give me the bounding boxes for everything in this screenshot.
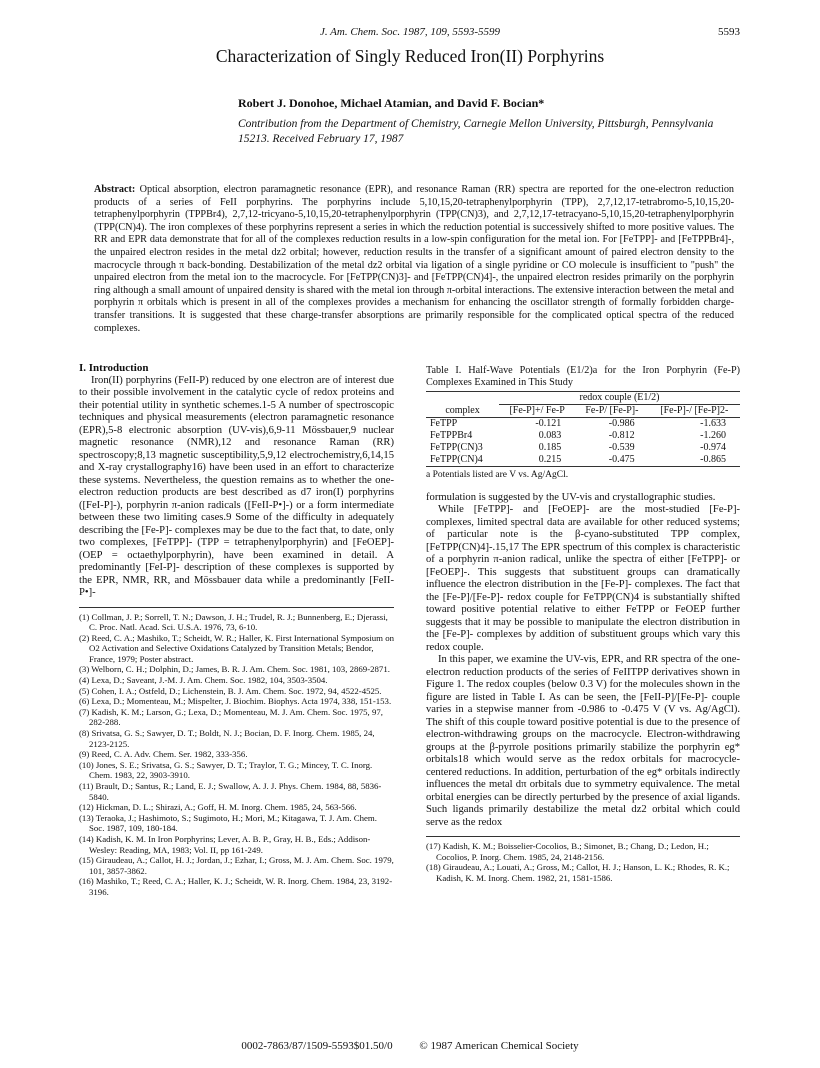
table-cell: FeTPPBr4 [430, 430, 473, 441]
body-paragraph: In this paper, we examine the UV-vis, EPR, and RR spectra of the one-electron reduction products of the series of FeIITPP derivatives shown in Figure 1. The redox couples (below 0.3 V) for the molecules shown in the figure are listed in Table I. As can be seen, the [FeII-P]/[Fe-P]- couple varies in a stepwise manner from -0.986 to -0.475 V (V vs. Ag/AgCl). The shift of this couple toward positive potential is due to the presence of electron-withdrawing groups on the macrocycle. Electron-withdrawing groups at the β-pyrrole positions primarily stabilize the porphyrin eg* orbitals18 which would serve as the redox orbitals for macrocycle-centered reductions. In addition, perturbation of the eg* orbitals indirectly influences the metal dπ orbitals due to symmetry equivalence. The metal orbital energies can be directly perturbed by the presence of axial ligands. Such ligands primarily destabilize the metal dz2 orbital which could serve as the redox [426, 654, 740, 828]
table-cell: 0.185 [538, 442, 562, 453]
footnote-rule [79, 607, 394, 608]
table-cell: -0.121 [535, 418, 562, 429]
section-heading: I. Introduction [79, 362, 149, 374]
left-references [79, 612, 394, 898]
reference: (9) Reed, C. A. Adv. Chem. Ser. 1982, 333-356. [79, 749, 248, 760]
table-footnote: a Potentials listed are V vs. Ag/AgCl. [426, 470, 569, 480]
table-cell: -0.865 [700, 454, 726, 465]
body-paragraph: While [FeTPP]- and [FeOEP]- are the most-studied [Fe-P]- complexes, limited spectral data are available for other reduced systems; of particular note is the β-cyano-substituted TPP complex, [FeTPP(CN)4]-.15,17 The EPR spectrum of this complex is characteristic of a porphyrin π-anion radical, unlike the spectra of either [FeTPP]- or [FeOEP]-. This suggests that substituent groups can dramatically influence the electron distribution in the [Fe-P]- complexes. The fact that the [Fe-P]/[Fe-P]- redox couple for FeTPP(CN)4 is substantially shifted toward positive potential relative to either FeTPP or FeOEP further suggests that it may be possible to manipulate the electron distribution in the [Fe-P]- complexes by addition of substituent groups which vary this redox couple. [426, 504, 740, 653]
table-group-header: redox couple (E1/2) [499, 392, 740, 405]
table-row [426, 442, 740, 454]
abstract [94, 184, 734, 335]
table-caption: Table I. Half-Wave Potentials (E1/2)a for the Iron Porphyrin (Fe-P) Complexes Examined in This Study [426, 365, 740, 388]
table-cell: 0.083 [538, 430, 562, 441]
page-number: 5593 [718, 26, 740, 38]
table-cell: -0.812 [608, 430, 635, 441]
journal-citation: J. Am. Chem. Soc. 1987, 109, 5593-5599 [319, 26, 501, 38]
reference: (17) Kadish, K. M.; Boisselier-Cocolios, B.; Simonet, B.; Chang, D.; Ledon, H.; Cocolios, P. Inorg. Chem. 1985, 24, 2148-2156. [426, 841, 709, 862]
reference: (3) Welborn, C. H.; Dolphin, D.; James, B. R. J. Am. Chem. Soc. 1981, 103, 2869-2871. [79, 664, 390, 675]
right-column [426, 365, 740, 883]
body-paragraph: formulation is suggested by the UV-vis and crystallographic studies. [426, 491, 716, 503]
reference: (15) Giraudeau, A.; Callot, H. J.; Jordan, J.; Ezhar, I.; Gross, M. J. Am. Chem. Soc. 1979, 101, 3857-3862. [79, 855, 394, 876]
table-row [426, 430, 740, 442]
paper-title: Characterization of Singly Reduced Iron(II) Porphyrins [215, 46, 605, 66]
abstract-label: Abstract: [94, 184, 136, 195]
table-cell: -0.974 [700, 442, 726, 453]
reference: (11) Brault, D.; Santus, R.; Land, E. J.; Swallow, A. J. J. Phys. Chem. 1984, 88, 5836-5840. [79, 781, 382, 802]
table-cell: 0.215 [538, 454, 562, 465]
right-references [426, 841, 740, 883]
reference: (16) Mashiko, T.; Reed, C. A.; Haller, K. J.; Scheidt, W. R. Inorg. Chem. 1984, 23, 3192-3196. [79, 876, 393, 897]
table-col-header: [Fe-P]-/ [Fe-P]2- [660, 405, 729, 416]
table-col-header: [Fe-P]+/ Fe-P [509, 405, 565, 416]
reference: (4) Lexa, D.; Saveant, J.-M. J. Am. Chem. Soc. 1982, 104, 3503-3504. [79, 675, 328, 686]
table-cell: -1.260 [700, 430, 726, 441]
table-row [426, 418, 740, 431]
reference: (14) Kadish, K. M. In Iron Porphyrins; Lever, A. B. P., Gray, H. B., Eds.; Addison-Wesley: Reading, MA, 1983; Vol. II, pp 161-249. [79, 833, 371, 855]
table-cell: -0.475 [608, 454, 635, 465]
table-cell: FeTPP(CN)3 [430, 442, 483, 453]
reference: (18) Giraudeau, A.; Louati, A.; Gross, M.; Callot, H. J.; Hanson, L. K.; Rhodes, R. K.; Kadish, K. M. Inorg. Chem. 1982, 21, 1581-1586. [426, 862, 730, 883]
copyright: © 1987 American Chemical Society [419, 1040, 579, 1052]
table-row [426, 454, 740, 467]
reference: (8) Srivatsa, G. S.; Sawyer, D. T.; Boldt, N. J.; Bocian, D. F. Inorg. Chem. 1985, 24, 2123-2125. [79, 728, 375, 749]
affiliation: Contribution from the Department of Chemistry, Carnegie Mellon University, Pittsburgh, Pennsylvania 15213. Received February 17, 1987 [238, 118, 714, 145]
table-col-header: complex [445, 404, 480, 416]
page-footer [80, 1040, 740, 1052]
reference: (12) Hickman, D. L.; Shirazi, A.; Goff, H. M. Inorg. Chem. 1985, 24, 563-566. [79, 802, 357, 813]
table-cell: -0.986 [608, 418, 635, 429]
article-code: 0002-7863/87/1509-5593$01.50/0 [241, 1040, 393, 1052]
reference: (5) Cohen, I. A.; Ostfeld, D.; Lichenstein, B. J. Am. Chem. Soc. 1972, 94, 4522-4525. [79, 685, 382, 696]
potentials-table [426, 391, 740, 467]
reference: (13) Teraoka, J.; Hashimoto, S.; Sugimoto, H.; Mori, M.; Kitagawa, T. J. Am. Chem. Soc. 1987, 109, 180-184. [79, 812, 377, 834]
reference: (2) Reed, C. A.; Mashiko, T.; Scheidt, W. R.; Haller, K. First International Symposium on O2 Activation and Selective Oxidations Catalyzed by Transition Metals; Bendor, France, 1979; Poster abstract. [79, 632, 395, 664]
reference: (6) Lexa, D.; Momenteau, M.; Mispelter, J. Biochim. Biophys. Acta 1974, 338, 151-153. [79, 696, 392, 707]
author-list: Robert J. Donohoe, Michael Atamian, and David F. Bocian* [238, 96, 545, 110]
table-cell: -0.539 [608, 442, 635, 453]
table-col-header: Fe-P/ [Fe-P]- [585, 405, 639, 416]
intro-paragraph: Iron(II) porphyrins (FeII-P) reduced by one electron are of interest due to their possible involvement in the catalytic cycle of redox proteins and their potential utility in synthetic schemes.1-5 A number of spectroscopic techniques and physical measurements (electron paramagnetic resonance (EPR),5-8 electronic absorption (UV-vis),6,9-11 Mössbauer,9 nuclear magnetic resonance (NMR),12 and resonance Raman (RR) spectroscopy;8,13 magnetic susceptibility,5,9,12 electrochemistry,6,14,15 and X-ray crystallography16) have been used in an effort to characterize these systems. Nevertheless, the question remains as to whether the one-electron reduction products are best described as d7 iron(I) porphyrins ([FeI-P]-), porphyrin π-anion radicals ([FeII-P•]-) or a form intermediate between these two limiting cases.9 Some of the difficulty in adequately describing the [Fe-P]- complexes may be due to the fact that, to date, only two complexes, [FeTPP]- (TPP = tetraphenylporphyrin) and [FeOEP]- (OEP = octaethylporphyrin), have been examined in detail. A predominantly [FeI-P]- description of these complexes is supported by the EPR, NMR, RR, and Mössbauer data while a predominantly [FeII-P•]- [79, 374, 394, 598]
footnote-rule [426, 836, 740, 837]
running-header [80, 26, 740, 40]
table-cell: FeTPP(CN)4 [430, 454, 483, 465]
reference: (7) Kadish, K. M.; Larson, G.; Lexa, D.; Momenteau, M. J. Am. Chem. Soc. 1975, 97, 282-288. [79, 706, 383, 728]
table-cell: FeTPP [430, 418, 458, 429]
abstract-text: Optical absorption, electron paramagnetic resonance (EPR), and resonance Raman (RR) spectra are reported for the one-electron reduction products of a series of FeII porphyrins. The porphyrins include 5,10,15,20-tetraphenylporphyrin (TPP), 2,7,12,17-tetrabromo-5,10,15,20-tetraphenylporphyrin (TPPBr4), 2,7,12-tricyano-5,10,15,20-tetraphenylporphyrin (TPP(CN)3), and 2,7,12,17-tetracyano-5,10,15,20-tetraphenylporphyrin (TPP(CN)4). The iron complexes of these porphyrins represent a series in which the reduction potential is successively shifted to more positive values. The RR and EPR data demonstrate that for all of the complexes reduction results in a low-spin configuration for the metal ion. For [FeTPP]- and [FeTPPBr4]-, the unpaired electron resides in the metal dz2 orbital; however, reduction results in the transfer of a significant amount of paired electron density to the macrocycle through π back-bonding. Destabilization of the metal dz2 orbital via ligation of a single pyridine or CO molecule is insufficient to "push" the unpaired electron from the metal ion to the macrocycle. For [FeTPP(CN)3]- and [FeTPP(CN)4]-, the unpaired electron resides primarily on the porphyrin ring although a small amount of unpaired density is shared with the metal ion through π-orbital interactions. The extensive interaction between the metal and porphyrin π orbitals which is present in all of the complexes provides a mechanism for enhancing the oscillator strength of formally forbidden charge-transfer transitions. It is suggested that these charge-transfer absorptions are primarily responsible for the complicated optical spectra of the reduced complexes. [94, 184, 735, 334]
left-column [79, 362, 394, 898]
reference: (10) Jones, S. E.; Srivatsa, G. S.; Sawyer, D. T.; Traylor, T. G.; Mincey, T. C. Inorg. Chem. 1983, 22, 3903-3910. [79, 759, 373, 781]
reference: (1) Collman, J. P.; Sorrell, T. N.; Dawson, J. H.; Trudel, R. J.; Bunnenberg, E.; Djerassi, C. Proc. Natl. Acad. Sci. U.S.A. 1976, 73, 6-10. [79, 611, 388, 633]
table-cell: -1.633 [700, 418, 726, 429]
